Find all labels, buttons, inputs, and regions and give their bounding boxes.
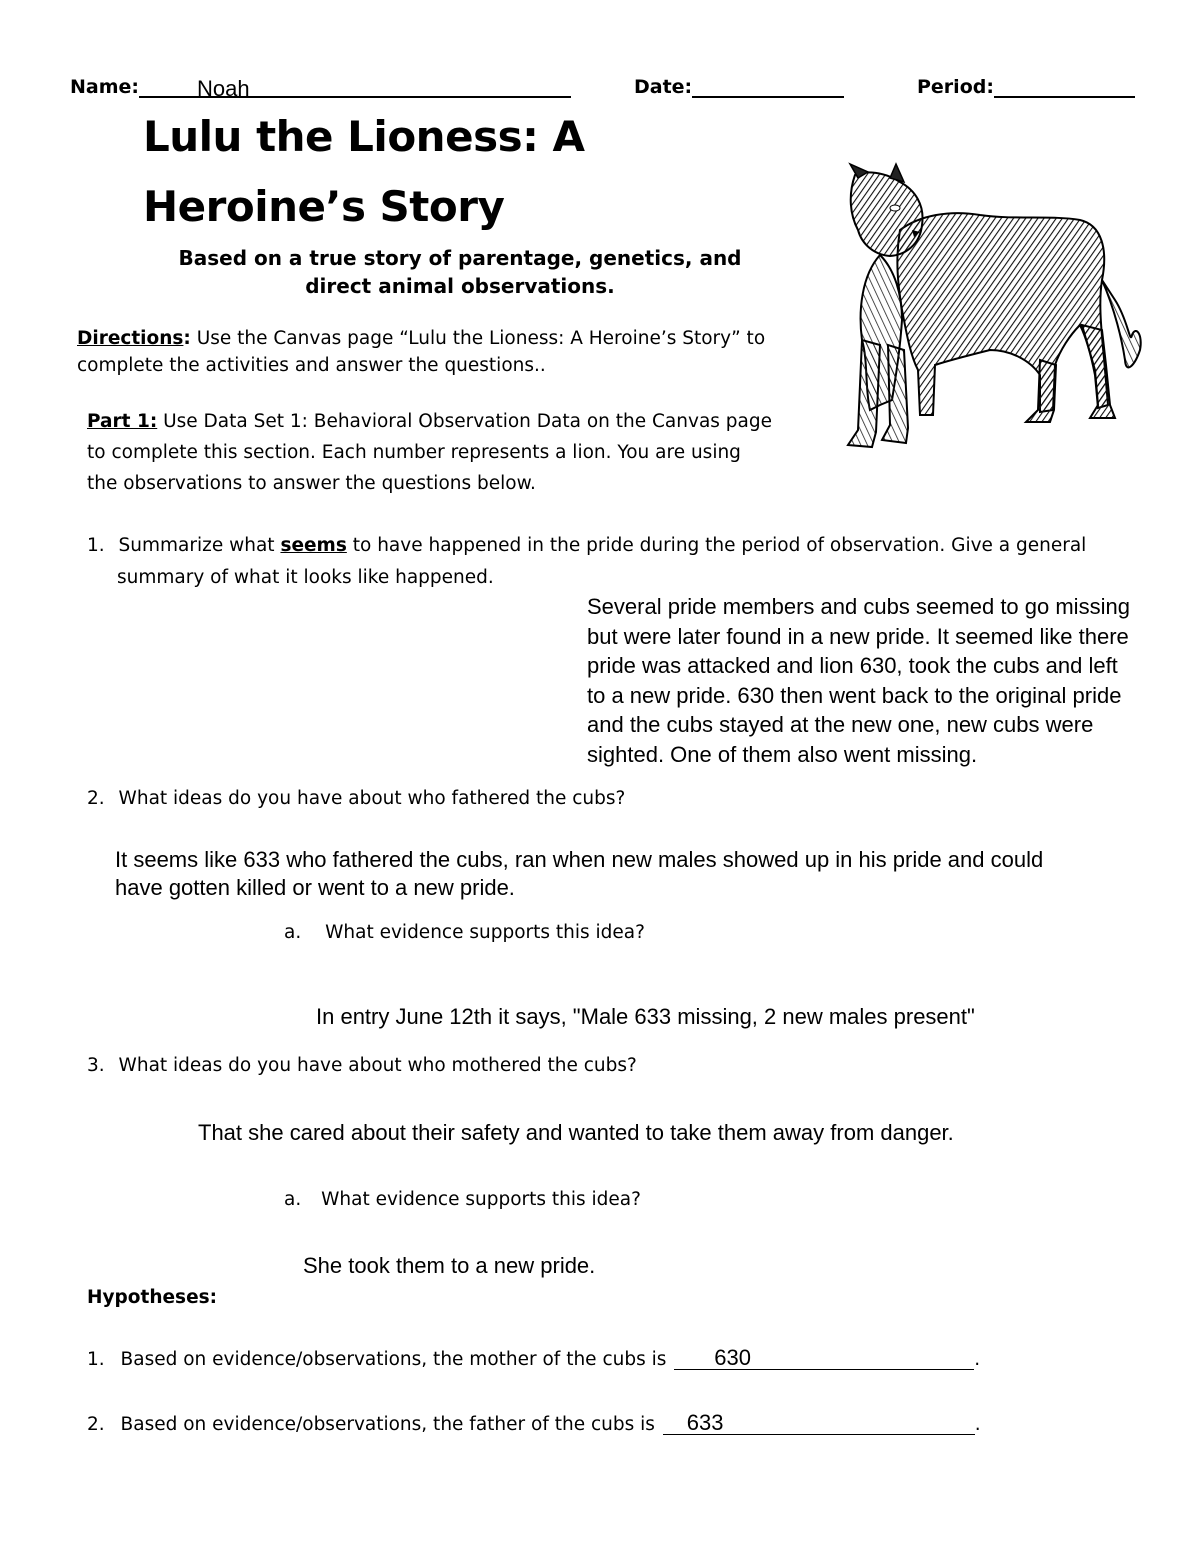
hypotheses-heading: Hypotheses: bbox=[87, 1287, 218, 1308]
hypothesis-2: 2. Based on evidence/observations, the father of the cubs is 633 . bbox=[87, 1410, 981, 1435]
part1-label: Part 1: bbox=[87, 411, 158, 432]
name-input[interactable] bbox=[139, 74, 571, 101]
period-input[interactable] bbox=[994, 74, 1135, 98]
father-input[interactable]: 633 bbox=[663, 1412, 975, 1435]
answer-1[interactable]: Several pride members and cubs seemed to go missing but were later found in a new pride. It seemed like there pride was attacked and lion 630, took the cubs and left to a new pride. 630 then went back to the original pride and the cubs stayed at the new one, new cubs were sighted. One of them also went missing. bbox=[587, 594, 1130, 767]
question-1: 1. Summarize what seems to have happened in the pride during the period of observation. Give a general bbox=[87, 535, 1087, 556]
date-input[interactable] bbox=[692, 74, 844, 98]
name-value: Noah bbox=[197, 76, 250, 101]
period-field: Period: bbox=[917, 74, 1135, 98]
question-1-line2: summary of what it looks like happened. bbox=[117, 567, 494, 588]
question-2a: a. What evidence supports this idea? bbox=[284, 922, 645, 943]
question-3: 3. What ideas do you have about who mothered the cubs? bbox=[87, 1055, 637, 1076]
part1-line2: to complete this section. Each number represents a lion. You are using bbox=[87, 442, 741, 463]
directions-label: Directions bbox=[77, 328, 184, 349]
date-field: Date: bbox=[634, 74, 844, 98]
subtitle: Based on a true story of parentage, genetics, and direct animal observations. bbox=[178, 246, 742, 298]
page-title-line2: Heroine’s Story bbox=[143, 182, 505, 231]
directions-line1: Directions: Use the Canvas page “Lulu the Lioness: A Heroine’s Story” to bbox=[77, 328, 766, 349]
answer-3a[interactable]: She took them to a new pride. bbox=[303, 1253, 596, 1278]
part1-line1: Part 1: Use Data Set 1: Behavioral Observation Data on the Canvas page bbox=[87, 411, 772, 432]
directions-line2: complete the activities and answer the questions.. bbox=[77, 355, 546, 376]
page-title-line1: Lulu the Lioness: A bbox=[143, 112, 585, 161]
lioness-illustration-icon bbox=[840, 160, 1145, 460]
part1-line3: the observations to answer the questions below. bbox=[87, 473, 536, 494]
hypothesis-1: 1. Based on evidence/observations, the mother of the cubs is 630 . bbox=[87, 1345, 981, 1370]
question-3a: a. What evidence supports this idea? bbox=[284, 1189, 641, 1210]
question-2: 2. What ideas do you have about who fathered the cubs? bbox=[87, 788, 626, 809]
answer-2[interactable]: It seems like 633 who fathered the cubs, ran when new males showed up in his pride and could have gotten killed or went to a new pride. bbox=[115, 847, 1044, 900]
answer-2a[interactable]: In entry June 12th it says, "Male 633 missing, 2 new males present" bbox=[316, 1004, 975, 1029]
name-field: Name: Noah bbox=[70, 74, 571, 98]
answer-3[interactable]: That she cared about their safety and wanted to take them away from danger. bbox=[198, 1120, 954, 1145]
mother-input[interactable]: 630 bbox=[674, 1347, 974, 1370]
